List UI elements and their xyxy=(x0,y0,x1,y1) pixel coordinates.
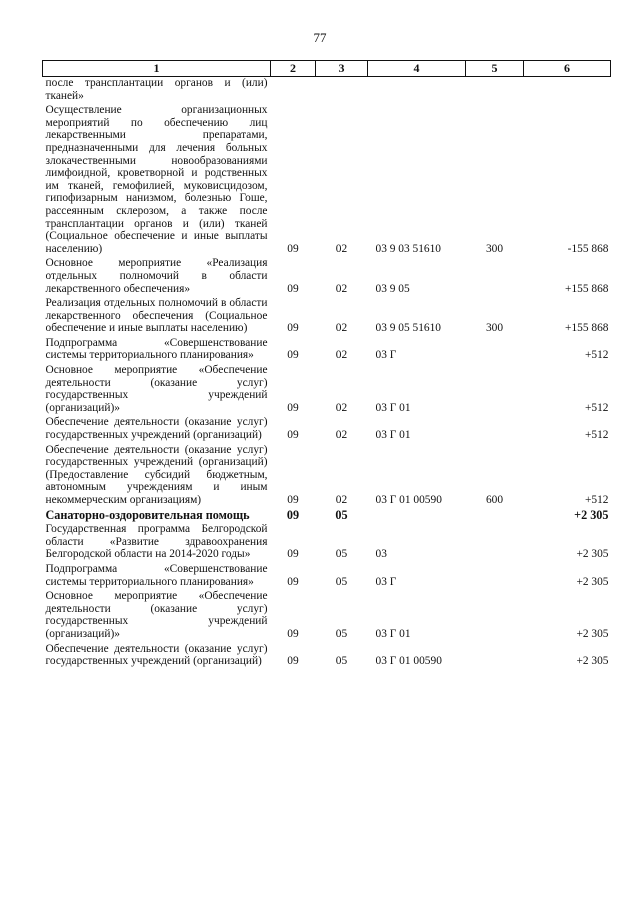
row-expense-type-code: 300 xyxy=(485,322,504,335)
row-expense-type-code xyxy=(466,337,524,364)
table-row xyxy=(43,509,611,524)
row-description: Государственная программа Белгородской области «Развитие здравоохранения Белгородской области на 2014-2020 годы» xyxy=(45,523,268,561)
row-description: Основное мероприятие «Реализация отдельных полномочий в области лекарственного обеспечения» xyxy=(45,257,268,295)
row-description: Реализация отдельных полномочий в области лекарственного обеспечения (Социальное обеспечение и иные выплаты населению) xyxy=(45,297,268,335)
row-amount: +512 xyxy=(584,401,609,414)
row-target-article-code: 03 9 05 51610 xyxy=(375,322,441,335)
row-target-article-code: 03 9 03 51610 xyxy=(375,242,441,255)
row-subsection-code: 05 xyxy=(335,655,348,668)
table-row xyxy=(43,77,611,105)
row-description: Основное мероприятие «Обеспечение деятельности (оказание услуг) государственных учреждений (организаций)» xyxy=(45,364,268,414)
row-subsection-code: 02 xyxy=(335,282,348,295)
row-subsection-code: 02 xyxy=(335,494,348,506)
header-col-3: 3 xyxy=(316,61,368,77)
row-amount: +512 xyxy=(584,349,609,362)
row-amount: +2 305 xyxy=(576,548,609,561)
row-expense-type-code xyxy=(466,416,524,443)
row-section-code: 09 xyxy=(287,282,299,295)
row-target-article-code: 03 Г xyxy=(375,349,397,362)
row-amount: +2 305 xyxy=(574,507,609,522)
row-expense-type-code xyxy=(466,643,524,670)
row-expense-type-code xyxy=(466,509,524,524)
table-row xyxy=(43,523,611,563)
row-section-code: 09 xyxy=(287,349,299,362)
table-row xyxy=(43,337,611,364)
row-subsection-code: 02 xyxy=(335,242,348,255)
header-col-2: 2 xyxy=(271,61,316,77)
row-subsection-code xyxy=(316,77,368,105)
row-subsection-code: 02 xyxy=(335,322,348,335)
row-target-article-code: 03 Г 01 00590 xyxy=(375,655,442,668)
row-description: после трансплантации органов и (или) тканей» xyxy=(45,77,268,102)
row-section-code: 09 xyxy=(287,242,299,255)
header-col-1: 1 xyxy=(43,61,271,77)
row-target-article-code xyxy=(368,509,466,524)
row-description: Подпрограмма «Совершенствование системы территориального планирования» xyxy=(45,336,268,362)
page-number: 77 xyxy=(313,30,327,45)
row-subsection-code: 02 xyxy=(335,401,348,414)
row-section-code: 09 xyxy=(287,401,299,414)
row-amount: -155 868 xyxy=(567,242,609,255)
row-expense-type-code: 300 xyxy=(485,242,504,255)
row-expense-type-code xyxy=(466,364,524,416)
row-subsection-code: 05 xyxy=(335,548,348,561)
table-row xyxy=(43,563,611,590)
budget-table xyxy=(42,60,611,670)
row-description: Осуществление организационных мероприятий по обеспечению лиц лекарственными препаратами, предназначенными для лечения больных злокачественными новообразованиями лимфоидной, кроветворной и родственных им тканей, гемофилией, муковисцидозом, гипофизарным нанизмом, болезнью Гоше, рассеянным склерозом, а также после трансплантации органов и (или) тканей (Социальное обеспечение и иные выплаты населению) xyxy=(45,104,268,255)
row-target-article-code: 03 9 05 xyxy=(375,282,410,295)
row-subsection-code: 05 xyxy=(335,627,348,640)
row-description: Подпрограмма «Совершенствование системы территориального планирования» xyxy=(45,562,268,588)
row-description: Обеспечение деятельности (оказание услуг) государственных учреждений (организаций) xyxy=(45,416,268,442)
row-target-article-code: 03 Г 01 xyxy=(375,627,411,640)
row-description: Обеспечение деятельности (оказание услуг) государственных учреждений (организаций) xyxy=(45,642,268,668)
row-subsection-code: 02 xyxy=(335,349,348,362)
row-target-article-code: 03 Г xyxy=(375,575,397,588)
row-section-code: 09 xyxy=(287,575,299,588)
row-section-code: 09 xyxy=(287,429,299,442)
row-amount xyxy=(524,77,611,105)
row-amount: +2 305 xyxy=(576,655,609,668)
row-subsection-code: 02 xyxy=(335,429,348,442)
header-col-4: 4 xyxy=(368,61,466,77)
table-row xyxy=(43,444,611,509)
row-subsection-code: 05 xyxy=(335,575,348,588)
row-target-article-code: 03 Г 01 xyxy=(375,401,411,414)
row-section-code: 09 xyxy=(287,548,299,561)
row-amount: +512 xyxy=(584,494,609,506)
row-target-article-code xyxy=(368,77,466,105)
table-row xyxy=(43,104,611,257)
table-body xyxy=(43,77,611,670)
row-target-article-code: 03 Г 01 xyxy=(375,429,411,442)
row-description: Обеспечение деятельности (оказание услуг) государственных учреждений (организаций) (Предоставление субсидий бюджетным, автономным учреждениям и иным некоммерческим организациям) xyxy=(45,443,268,506)
row-section-code: 09 xyxy=(287,627,299,640)
table-row xyxy=(43,590,611,642)
row-section-code: 09 xyxy=(287,655,299,668)
row-target-article-code: 03 Г 01 00590 xyxy=(375,494,442,506)
header-col-5: 5 xyxy=(466,61,524,77)
row-expense-type-code xyxy=(466,590,524,642)
row-expense-type-code: 600 xyxy=(485,494,504,506)
row-expense-type-code xyxy=(466,257,524,297)
table-row xyxy=(43,416,611,443)
row-description: Санаторно-оздоровительная помощь xyxy=(45,507,250,522)
row-amount: +155 868 xyxy=(565,282,609,295)
table-row xyxy=(43,297,611,337)
row-amount: +2 305 xyxy=(576,627,609,640)
header-row xyxy=(43,61,611,77)
table-header xyxy=(43,61,611,77)
row-expense-type-code xyxy=(466,563,524,590)
row-amount: +2 305 xyxy=(576,575,609,588)
row-subsection-code: 05 xyxy=(335,507,348,522)
row-section-code: 09 xyxy=(287,322,299,335)
row-expense-type-code xyxy=(466,523,524,563)
table-row xyxy=(43,257,611,297)
row-section-code: 09 xyxy=(286,507,300,522)
row-amount: +155 868 xyxy=(565,322,609,335)
row-section-code: 09 xyxy=(287,494,299,506)
row-target-article-code: 03 xyxy=(375,548,387,561)
table-row xyxy=(43,364,611,416)
header-col-6: 6 xyxy=(524,61,611,77)
row-description: Основное мероприятие «Обеспечение деятельности (оказание услуг) государственных учреждений (организаций)» xyxy=(45,590,268,640)
row-expense-type-code xyxy=(466,77,524,105)
row-amount: +512 xyxy=(584,429,609,442)
table-row xyxy=(43,643,611,670)
row-section-code xyxy=(271,77,316,105)
